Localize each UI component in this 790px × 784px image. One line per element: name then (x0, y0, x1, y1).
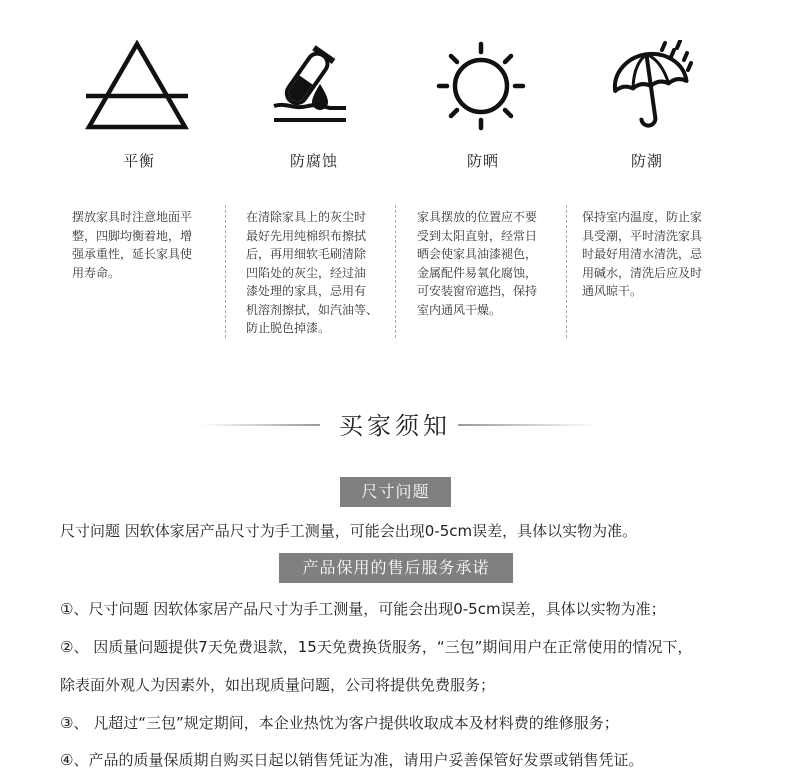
anticorrosion-icon (268, 44, 352, 128)
column-divider (225, 205, 226, 338)
care-desc-line: 室内通风干燥。 (417, 302, 502, 317)
care-desc-line: 晒会使家具油漆褪色， (417, 247, 538, 261)
care-desc-line: 强承重性，延长家具使 (72, 247, 193, 261)
column-divider (395, 205, 396, 338)
care-desc-line: 时最好用清水清洗，忌 (582, 247, 703, 261)
care-desc-line: 漆处理的家具，忌用有 (246, 284, 367, 298)
care-desc-line: 用碱水，清洗后应及时 (582, 265, 703, 280)
after-sales-item: ④、产品的质量保质期自购买日起以销售凭证为准，请用户妥善保管好发票或销售凭证。 (60, 751, 644, 769)
care-desc-line: 具受潮，平时清洗家具 (582, 228, 703, 243)
size-issue-text: 尺寸问题 因软体家居产品尺寸为手工测量，可能会出现0-5cm误差，具体以实物为准。 (60, 522, 638, 540)
size-issue-tag: 尺寸问题 (340, 477, 451, 507)
after-sales-item: ③、 凡超过“三包”规定期间，本企业热忱为客户提供收取成本及材料费的维修服务； (60, 714, 619, 732)
column-divider (566, 205, 567, 338)
care-desc-line: 摆放家具时注意地面平 (72, 210, 193, 224)
care-desc-moistureproof (582, 208, 722, 301)
care-desc-anticorrosion (246, 208, 386, 338)
heading-divider-right (458, 424, 598, 426)
care-desc-line: 用寿命。 (72, 265, 121, 280)
care-desc-line: 防止脱色掉漆。 (246, 321, 331, 335)
care-title-moistureproof: 防潮 (630, 152, 663, 170)
care-desc-line: 保持室内温度，防止家 (582, 210, 703, 224)
after-sales-item: ①、尺寸问题 因软体家居产品尺寸为手工测量，可能会出现0-5cm误差，具体以实物为准； (60, 600, 666, 618)
care-desc-line: 整，四脚均衡着地，增 (72, 228, 193, 243)
care-title-anticorrosion: 防腐蚀 (289, 152, 338, 170)
care-desc-line: 受到太阳直射，经常日 (417, 228, 538, 243)
care-title-sunproof: 防晒 (466, 152, 499, 170)
section-heading: 买家须知 (339, 412, 451, 440)
care-desc-line: 通风晾干。 (582, 284, 643, 298)
care-desc-sunproof (417, 208, 557, 319)
after-sales-tag: 产品保用的售后服务承诺 (279, 553, 513, 583)
sun-icon (436, 41, 526, 131)
care-desc-line: 金属配件易氧化腐蚀， (417, 265, 538, 280)
care-title-balance: 平衡 (122, 152, 155, 170)
care-desc-line: 家具摆放的位置应不要 (417, 210, 538, 224)
triangle-icon (82, 40, 192, 132)
after-sales-item: ②、 因质量问题提供7天免费退款，15天免费换货服务，“三包”期间用户在正常使用的情况下， (60, 638, 693, 656)
care-desc-balance (72, 208, 212, 282)
care-desc-line: 机溶剂擦拭，如汽油等、 (246, 302, 379, 317)
care-desc-line: 最好先用纯棉织布擦拭 (246, 228, 367, 243)
umbrella-rain-icon (610, 40, 696, 130)
care-desc-line: 在清除家具上的灰尘时 (246, 210, 367, 224)
care-desc-line: 可安装窗帘遮挡，保持 (417, 284, 538, 298)
care-desc-line: 后，再用细软毛刷清除 (246, 247, 367, 261)
after-sales-item: 除表面外观人为因素外，如出现质量问题，公司将提供免费服务； (60, 676, 496, 694)
care-desc-line: 凹陷处的灰尘，经过油 (246, 265, 367, 280)
